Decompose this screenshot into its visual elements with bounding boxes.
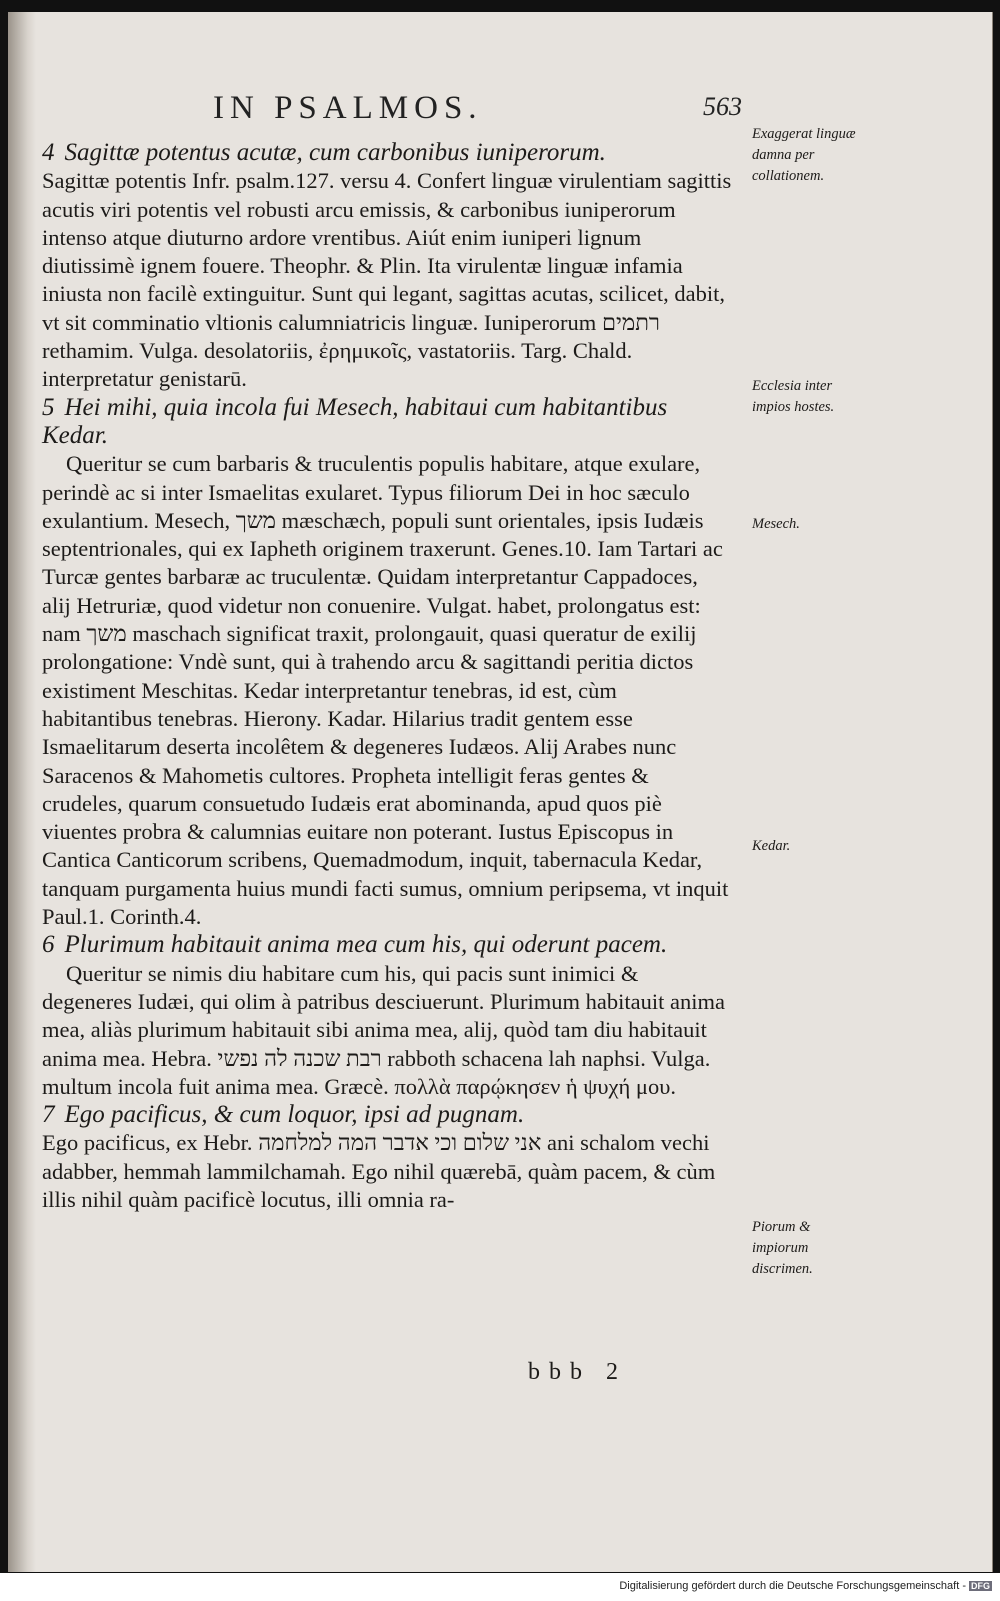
signature-mark: bbb 2	[528, 1359, 627, 1385]
footer-bar	[0, 1573, 1000, 1601]
running-head: IN PSALMOS.	[213, 90, 483, 126]
commentary-paragraph: Ego pacificus, ex Hebr. אני שלום וכי אדבר המה למלחמה ani schalom vechi adabber, hemmah lammilchamah. Ego nihil quærebā, quàm pacem, & cùm illis nihil quàm pacificè locutus, illi omnia ra-	[42, 1130, 716, 1212]
verse-text: Plurimum habitauit anima mea cum his, qui oderunt pacem.	[64, 931, 668, 959]
verse-number: 5	[42, 393, 55, 421]
verse-number: 7	[42, 1101, 55, 1129]
verse-7	[42, 1101, 732, 1129]
verse-text: Hei mihi, quia incola fui Mesech, habitaui cum habitantibus Kedar.	[42, 393, 668, 449]
margin-note: Piorum & impiorum discrimen.	[752, 1219, 813, 1277]
verse-text: Ego pacificus, & cum loquor, ipsi ad pugnam.	[64, 1101, 525, 1129]
margin-note: Ecclesia inter impios hostes.	[752, 378, 835, 415]
verse-6	[42, 931, 732, 959]
dfg-logo: DFG	[971, 1581, 990, 1591]
verse-5	[42, 394, 732, 451]
footer-credit	[619, 1580, 992, 1592]
scanned-page	[8, 12, 993, 1572]
credit-text: Digitalisierung gefördert durch die Deutsche Forschungsgemeinschaft -	[619, 1580, 966, 1592]
verse-number: 4	[42, 139, 55, 166]
verse-4	[42, 139, 732, 167]
body-text	[42, 139, 732, 1214]
margin-note: Kedar.	[752, 838, 791, 854]
margin-note: Exaggerat linguæ damna per collationem.	[752, 126, 856, 184]
page-number: 563	[703, 92, 742, 121]
margin-note: Mesech.	[752, 516, 800, 532]
commentary-paragraph: Queritur se cum barbaris & truculentis populis habitare, atque exulare, perindè ac si inter Ismaelitas exularet. Typus filiorum Dei in hoc sæculo exulantium. Mesech, משך mæschæch, populi sunt orientales, ipsis Iudæis septentrionales, qui ex Iapheth originem traxerunt. Genes.10. Iam Tartari ac Turcæ gentes barbaræ ac truculentæ. Quidam interpretantur Cappadoces, alij Hetruriæ, quod videtur non conuenire. Vulgat. habet, prolongatus est: nam משך maschach significat traxit, prolongauit, quasi queratur de exilij prolongatione: Vndè sunt, qui à trahendo arcu & sagittandi peritia dictos existiment Meschitas. Kedar interpretantur tenebras, id est, cùm habitantibus tenebras. Hierony. Kadar. Hilarius tradit gentem esse Ismaelitarum deserta incolêtem & degeneres Iudæos. Alij Arabes nunc Saracenos & Mahometis cultores. Propheta intelligit feras gentes & crudeles, quarum consuetudo Iudæis erat abominanda, apud quos piè viuentes probra & calumnias euitare non poterant. Iustus Episcopus in Cantica Canticorum scribens, Quemadmodum, inquit, tabernacula Kedar, tanquam purgamenta huius mundi facti sumus, omnium peripsema, vt inquit Paul.1. Corinth.4.	[42, 451, 729, 930]
verse-number: 6	[42, 931, 55, 959]
commentary-paragraph: Queritur se nimis diu habitare cum his, qui pacis sunt inimici & degeneres Iudæi, qui olim à patribus desciuerunt. Plurimum habitauit anima mea, aliàs plurimum habitauit sibi anima mea, alij, quòd tam diu habitauit anima mea. Hebra. רבת שכנה לה נפשי rabboth schacena lah naphsi. Vulga. multum incola fuit anima mea. Græcè. πολλὰ παρῴκησεν ἡ ψυχή μου.	[42, 960, 725, 1099]
verse-text: Sagittæ potentus acutæ, cum carbonibus iuniperorum.	[64, 139, 606, 166]
commentary-paragraph: Sagittæ potentis Infr. psalm.127. versu 4. Confert linguæ virulentiam sagittis acutis viri potentis vel robusti arcu emissis, & carbonibus iuniperorum intenso atque diuturno ardore vrentibus. Aiút enim iuniperi lignum diutissimè ignem fouere. Theophr. & Plin. Ita virulentæ linguæ infamia iniusta non facilè extinguitur. Sunt qui legant, sagittas acutas, scilicet, dabit, vt sit comminatio vltionis calumniatricis linguæ. Iuniperorum רתמים rethamim. Vulga. desolatoriis, ἐρημικοῖς, vastatoriis. Targ. Chald. interpretatur genistarū.	[42, 168, 732, 392]
